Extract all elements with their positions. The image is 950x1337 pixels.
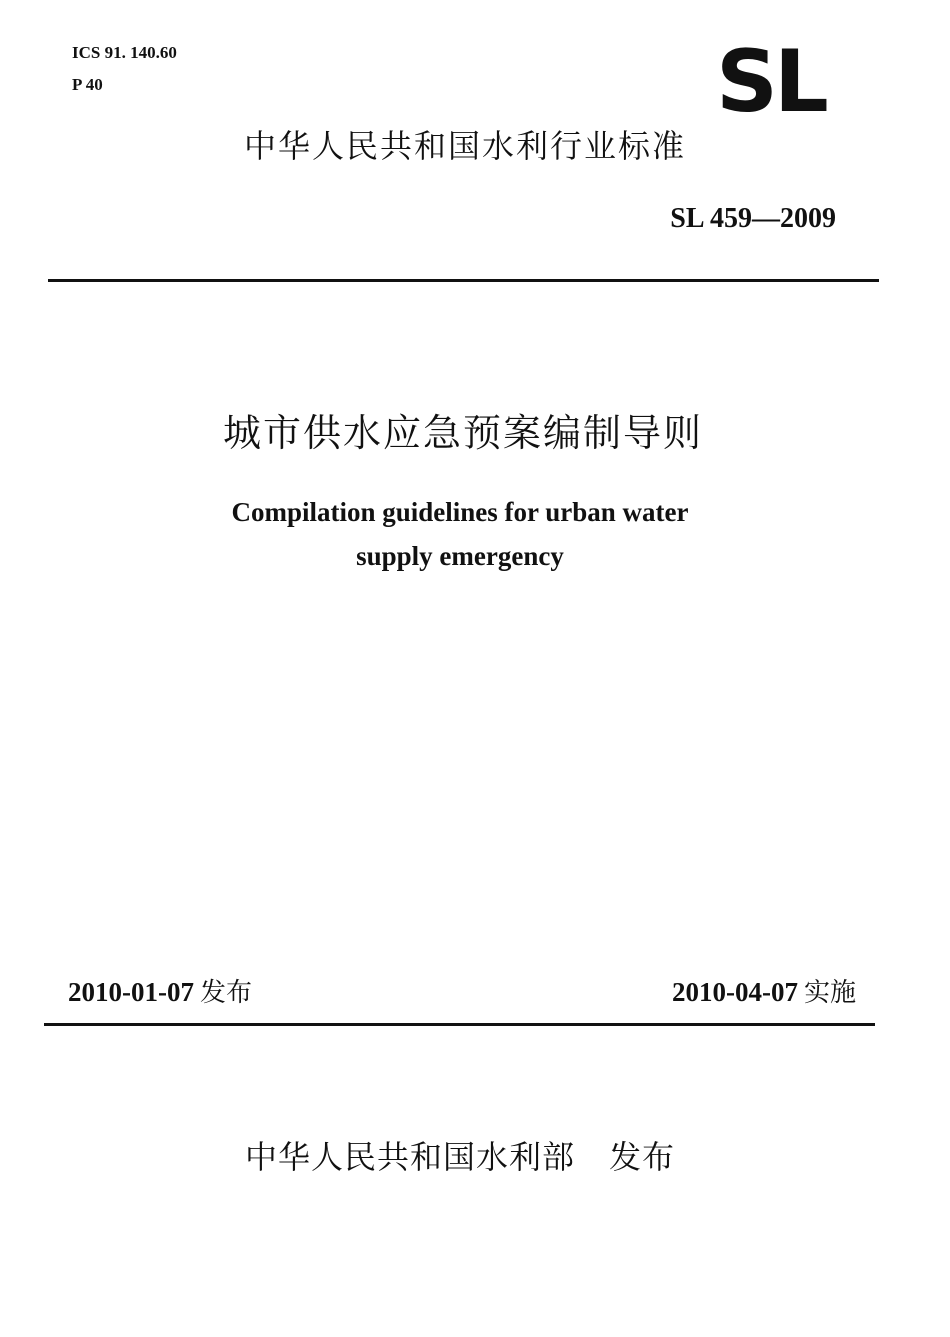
title-english-line2: supply emergency bbox=[356, 541, 564, 571]
publisher-name: 中华人民共和国水利部 bbox=[244, 1138, 575, 1176]
publisher-action: 发布 bbox=[609, 1138, 676, 1176]
issue-date: 2010-01-07 bbox=[68, 977, 194, 1007]
implement-date: 2010-04-07 bbox=[672, 977, 798, 1007]
sl-logo: SL bbox=[716, 32, 825, 132]
issue-label: 发布 bbox=[199, 978, 252, 1008]
industry-standard-heading: 中华人民共和国水利行业标准 bbox=[243, 127, 686, 165]
implement-label: 实施 bbox=[803, 978, 856, 1008]
ics-code: ICS 91. 140.60 bbox=[72, 43, 177, 62]
classification-code: P 40 bbox=[72, 75, 103, 94]
issue-date-block bbox=[68, 975, 252, 1010]
implement-date-block bbox=[672, 975, 856, 1010]
publisher-line bbox=[0, 1136, 920, 1178]
standard-number: SL 459—2009 bbox=[670, 203, 836, 234]
top-divider bbox=[48, 279, 879, 282]
bottom-divider bbox=[44, 1023, 875, 1026]
title-chinese: 城市供水应急预案编制导则 bbox=[222, 411, 703, 455]
title-english-line1: Compilation guidelines for urban water bbox=[231, 497, 689, 527]
